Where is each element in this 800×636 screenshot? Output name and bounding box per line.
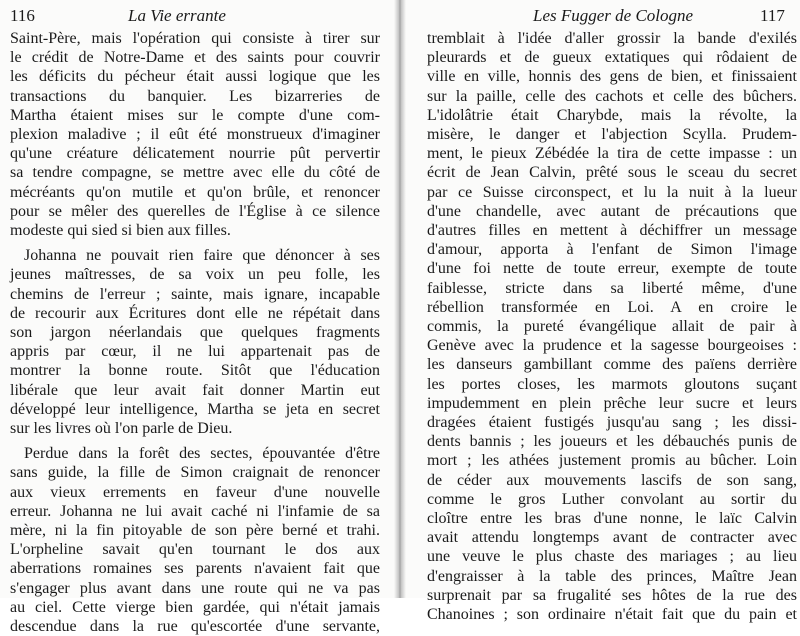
text-line: Johanna ne pouvait rien faire que dénoncer à ses bbox=[24, 247, 380, 265]
text-line: mort ; les athées justement promis au bûcher. Loin bbox=[427, 452, 797, 470]
text-line: aberrations romaines ses parents n'avaient fait que bbox=[10, 560, 380, 578]
text-line: ville en ville, honnis des gens de bien, et finissaient bbox=[427, 68, 797, 86]
text-line: son jargon néerlandais que quelques fragments bbox=[10, 324, 380, 342]
text-line: pleurards et de gueux extatiques qui rôdaient de bbox=[427, 49, 797, 67]
text-line: Genève avec la prudence et la sagesse bourgeoises : bbox=[427, 337, 797, 355]
text-line: sans guide, la fille de Simon craignait de renoncer bbox=[10, 464, 380, 482]
text-line: surprenait par sa frugalité ses hôtes de la rue des bbox=[427, 586, 797, 604]
text-line: d'une chandelle, avec autant de précautions que bbox=[427, 202, 797, 220]
text-line: aux vieux errements en faveur d'une nouvelle bbox=[10, 483, 380, 501]
left-page-text bbox=[10, 29, 380, 636]
running-title: Les Fugger de Cologne bbox=[533, 6, 694, 25]
text-line: transactions du banquier. Les bizarreries de bbox=[10, 87, 380, 105]
text-line: appris par cœur, il ne lui appartenait pas de bbox=[10, 343, 380, 361]
text-line: les déficits du pécheur était aussi logique que les bbox=[10, 68, 380, 86]
text-line: plexion maladive ; il eût été monstrueux d'imaginer bbox=[10, 126, 380, 144]
text-line: jeunes maîtresses, de sa voix un peu folle, les bbox=[10, 266, 380, 284]
text-line: mère, ni la fin pitoyable de son père berné et trahi. bbox=[10, 522, 380, 540]
text-line: dragées étaient fustigés jusqu'au sang ; les dissi- bbox=[427, 414, 797, 432]
text-line: commis, la pureté évangélique allait de pair à bbox=[427, 318, 797, 336]
text-line: au ciel. Cette vierge bien gardée, qui n'était jamais bbox=[10, 598, 380, 616]
text-line: comme le gros Luther convolant au sortir du bbox=[427, 490, 797, 508]
text-line: libérale que leur avait fait donner Martin eut bbox=[10, 381, 380, 399]
text-line: L'orpheline savait qu'en tournant le dos aux bbox=[10, 541, 380, 559]
text-line: cloître entre les bras d'une nonne, le laïc Calvin bbox=[427, 510, 797, 528]
text-line: sa tendre compagne, se mettre avec elle du côté de bbox=[10, 164, 380, 182]
text-line: impudemment en plein prêche leur sucre et leurs bbox=[427, 394, 797, 412]
text-line: modeste qui sied si bien aux filles. bbox=[10, 222, 231, 240]
page-number: 117 bbox=[760, 6, 785, 25]
text-line: dents bannis ; les joueurs et les débauchés punis de bbox=[427, 433, 797, 451]
text-line: mécréants qu'on mutile et qu'on brûle, et renoncer bbox=[10, 183, 380, 201]
text-line: Chanoines ; son ordinaire n'était fait que du pain et bbox=[427, 606, 797, 624]
text-line: de recourir aux Écritures dont elle ne répétait dans bbox=[10, 304, 380, 322]
text-line: s'engager plus avant dans une route qui ne va pas bbox=[10, 579, 380, 597]
text-line: les portes closes, les marmots gloutons suçant bbox=[427, 375, 797, 393]
text-line: ment, le pieux Zébédée la tira de cette impasse : un bbox=[427, 145, 797, 163]
text-line: rébellion transformée en Loi. A en croire le bbox=[427, 298, 797, 316]
text-line: par ce Suisse circonspect, et lu la nuit à la lueur bbox=[427, 183, 797, 201]
text-line: d'une foi nette de toute erreur, exempte de toute bbox=[427, 260, 797, 278]
text-line: misère, le danger et l'abjection Scylla. Prudem- bbox=[427, 126, 797, 144]
text-line: Saint-Père, mais l'opération qui consiste à tirer sur bbox=[10, 30, 380, 47]
text-line: L'idolâtrie était Charybde, mais la révolte, la bbox=[427, 106, 797, 124]
text-line: les danseurs gambillant comme des païens derrière bbox=[427, 356, 797, 374]
text-line: descendue dans la rue qu'escortée d'une servante, bbox=[10, 618, 380, 636]
text-line: avait attendu longtemps avant de contracter avec bbox=[427, 529, 797, 547]
text-line: Perdue dans la forêt des sectes, épouvantée d'être bbox=[24, 445, 380, 463]
text-line: sur la paille, celle des cachots et celle des bûchers. bbox=[427, 87, 797, 105]
text-line: développé leur intelligence, Martha se jeta en secret bbox=[10, 400, 380, 418]
text-line: de céder aux mouvements lascifs de son sang, bbox=[427, 471, 797, 489]
text-line: d'amour, apporta à l'enfant de Simon l'image bbox=[427, 241, 797, 259]
text-line: pour se mêler des querelles de l'Église à ce silence bbox=[10, 202, 380, 220]
text-line: d'autres filles en mettent à déchiffrer un message bbox=[427, 222, 797, 240]
text-line: montrer la bonne route. Sitôt que l'éducation bbox=[10, 362, 380, 380]
text-line: faiblesse, stricte dans sa liberté même, d'une bbox=[427, 279, 797, 297]
text-line: erreur. Johanna ne lui avait caché ni l'infamie de sa bbox=[10, 502, 380, 520]
text-line: Martha étaient mises sur le compte d'une com- bbox=[10, 106, 380, 124]
left-page bbox=[0, 0, 395, 636]
text-line: sur les livres où l'on parle de Dieu. bbox=[10, 420, 233, 438]
text-line: écrit de Jean Calvin, prêté sous le sceau du secret bbox=[427, 164, 797, 182]
text-line: qu'une créature délicatement nourrie pût pervertir bbox=[10, 145, 380, 163]
right-page bbox=[405, 0, 800, 624]
text-line: chemins de l'erreur ; sainte, mais ignare, incapable bbox=[10, 285, 380, 303]
text-line: tremblait à l'idée d'aller grossir la bande d'exilés bbox=[427, 30, 797, 47]
page-number: 116 bbox=[10, 6, 35, 25]
right-page-text bbox=[427, 29, 797, 624]
text-line: d'engraisser à la table des princes, Maître Jean bbox=[427, 567, 797, 585]
text-line: une veuve le plus chaste des mariages ; au lieu bbox=[427, 548, 797, 566]
text-line: le crédit de Notre-Dame et des saints pour couvrir bbox=[10, 49, 380, 67]
running-title: La Vie errante bbox=[128, 6, 226, 25]
